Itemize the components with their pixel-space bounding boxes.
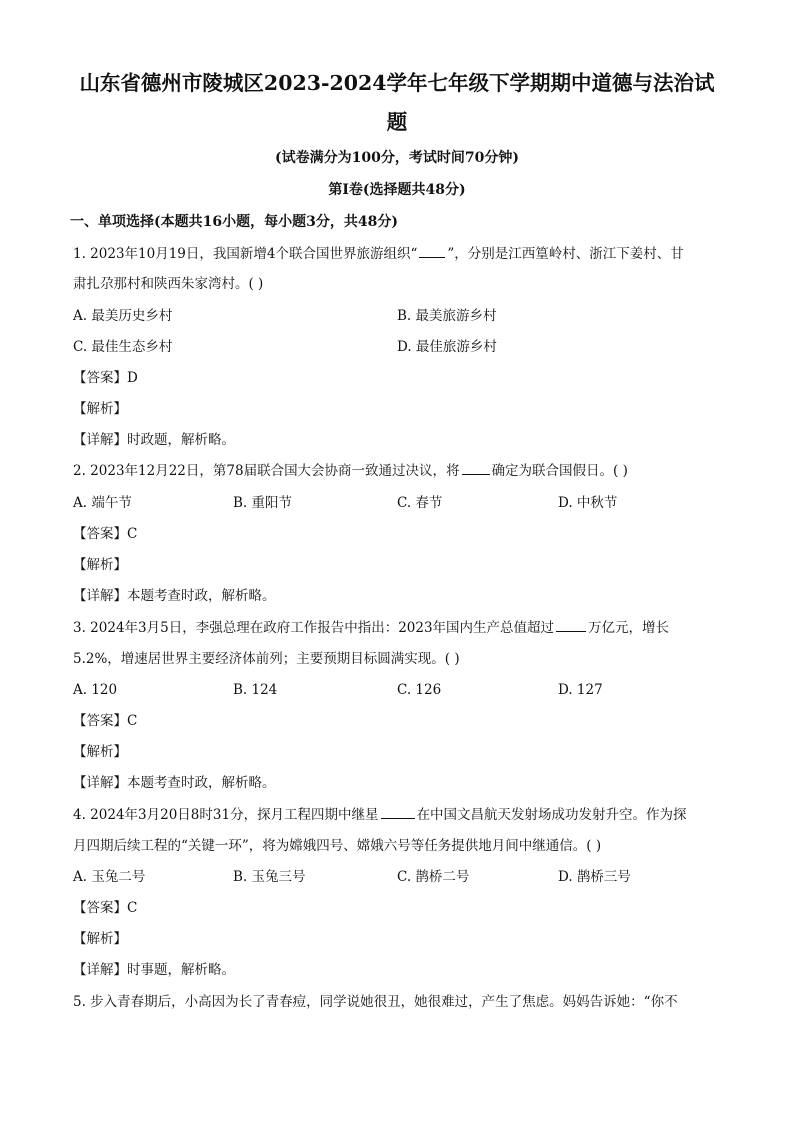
- question-3-analysis: 【解析】: [73, 744, 127, 760]
- question-2-detail: 【详解】本题考查时政，解析略。: [73, 588, 276, 604]
- question-2-text-a: 2. 2023年12月22日，第78届联合国大会协商一致通过决议，将: [73, 463, 460, 479]
- question-1-option-c: C. 最佳生态乡村: [73, 339, 173, 355]
- question-5-line1: 5. 步入青春期后，小高因为长了青春痘，同学说她很丑，她很难过，产生了焦虑。妈妈告诉她：“你不: [73, 994, 678, 1010]
- answer-blank: [419, 256, 445, 258]
- answer-blank: [556, 630, 586, 632]
- question-3-option-d: D. 127: [558, 682, 603, 698]
- question-3-line1: [73, 618, 669, 638]
- question-4-analysis: 【解析】: [73, 931, 127, 947]
- document-title-line1: 山东省德州市陵城区2023-2024学年七年级下学期期中道德与法治试: [79, 71, 715, 95]
- question-1-answer: 【答案】D: [73, 370, 138, 386]
- question-3-text-a: 3. 2024年3月5日，李强总理在政府工作报告中指出：2023年国内生产总值超过: [73, 620, 555, 636]
- volume-title: 第Ⅰ卷(选择题共48分): [328, 182, 466, 198]
- document-title-line2: 题: [386, 110, 408, 134]
- question-2-option-a: A. 端午节: [73, 495, 132, 511]
- question-1-line2: 肃扎尕那村和陕西朱家湾村。( ): [73, 276, 264, 292]
- question-2-answer: 【答案】C: [73, 526, 138, 542]
- exam-subtitle: (试卷满分为100分，考试时间70分钟): [275, 150, 519, 166]
- question-3-detail: 【详解】本题考查时政，解析略。: [73, 775, 276, 791]
- question-2-option-d: D. 中秋节: [558, 495, 618, 511]
- question-4-answer: 【答案】C: [73, 900, 138, 916]
- question-1-option-a: A. 最美历史乡村: [73, 308, 173, 324]
- question-1-analysis: 【解析】: [73, 401, 127, 417]
- question-3-option-b: B. 124: [233, 682, 278, 698]
- question-2-option-c: C. 春节: [397, 495, 443, 511]
- question-3-text-b: 万亿元，增长: [588, 620, 670, 636]
- question-1-option-d: D. 最佳旅游乡村: [397, 339, 497, 355]
- question-1-line1: [73, 244, 684, 264]
- question-2-analysis: 【解析】: [73, 557, 127, 573]
- question-4-detail: 【详解】时事题，解析略。: [73, 962, 235, 978]
- question-2-text-b: 确定为联合国假日。( ): [491, 463, 628, 479]
- question-3-option-a: A. 120: [73, 682, 118, 698]
- question-3-line2: 5.2%，增速居世界主要经济体前列；主要预期目标圆满实现。( ): [73, 651, 460, 667]
- question-3-answer: 【答案】C: [73, 713, 138, 729]
- question-4-text-b: 在中国文昌航天发射场成功发射升空。作为探: [416, 807, 687, 823]
- question-4-line1: [73, 805, 687, 825]
- question-2-option-b: B. 重阳节: [233, 495, 293, 511]
- question-3-option-c: C. 126: [397, 682, 442, 698]
- question-4-option-b: B. 玉兔三号: [233, 869, 306, 885]
- question-1-text-a: 1. 2023年10月19日，我国新增4个联合国世界旅游组织“: [73, 246, 418, 262]
- answer-blank: [462, 473, 490, 475]
- question-4-text-a: 4. 2024年3月20日8时31分，探月工程四期中继星: [73, 807, 379, 823]
- question-4-option-a: A. 玉兔二号: [73, 869, 146, 885]
- question-2-line1: [73, 461, 628, 481]
- question-1-text-b: ”，分别是江西篁岭村、浙江下姜村、甘: [447, 246, 684, 262]
- answer-blank: [381, 817, 415, 819]
- section-heading: 一、单项选择(本题共16小题，每小题3分，共48分): [70, 214, 398, 230]
- question-4-line2: 月四期后续工程的“关键一环”，将为嫦娥四号、嫦娥六号等任务提供地月间中继通信。( ): [73, 838, 602, 854]
- question-1-detail: 【详解】时政题，解析略。: [73, 432, 235, 448]
- question-4-option-d: D. 鹊桥三号: [558, 869, 631, 885]
- question-1-option-b: B. 最美旅游乡村: [397, 308, 497, 324]
- question-4-option-c: C. 鹊桥二号: [397, 869, 470, 885]
